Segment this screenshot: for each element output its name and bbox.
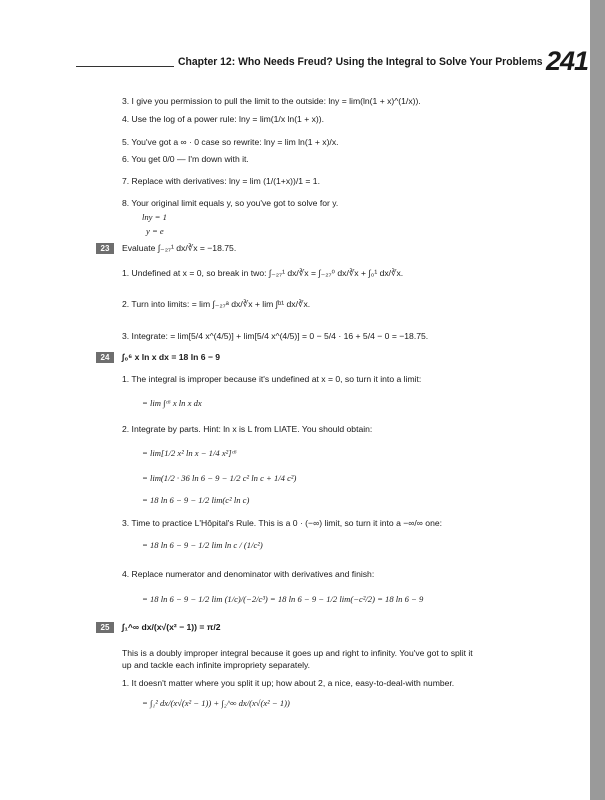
step-text: 6. You get 0/0 — I'm down with it. (122, 154, 249, 164)
math-line: = 18 ln 6 − 9 − 1/2 lim (1/c)/(−2/c³) = 18 ln 6 − 9 − 1/2 lim(−c²/2) = 18 ln 6 − 9 (142, 594, 424, 604)
step-text: 3. I give you permission to pull the limit to the outside: lny = lim(ln(1 + x)^(1/x)). (122, 96, 421, 106)
math-line: = lim(1/2 · 36 ln 6 − 9 − 1/2 c² ln c + 1/4 c²) (142, 473, 297, 483)
step-text: 2. Integrate by parts. Hint: ln x is L from LIATE. You should obtain: (122, 424, 373, 434)
math-line: = lim[1/2 x² ln x − 1/4 x²]ᶜ⁶ (142, 448, 237, 458)
math-line: = ∫₁² dx/(x√(x² − 1)) + ∫₂^∞ dx/(x√(x² − 1)) (142, 698, 290, 708)
step-text: 7. Replace with derivatives: lny = lim (1/(1+x))/1 = 1. (122, 176, 320, 186)
math-line: = 18 ln 6 − 9 − 1/2 lim(c² ln c) (142, 495, 250, 505)
problem-statement: Evaluate ∫₋₂₇¹ dx/∛x = −18.75. (122, 243, 237, 253)
chapter-title: Chapter 12: Who Needs Freud? Using the Integral to Solve Your Problems (178, 56, 543, 68)
math-line: = 18 ln 6 − 9 − 1/2 lim ln c / (1/c²) (142, 540, 263, 550)
paragraph-text: This is a doubly improper integral because it goes up and right to infinity. You've got to split it (122, 648, 473, 658)
step-text: 4. Use the log of a power rule: lny = lim(1/x ln(1 + x)). (122, 114, 325, 124)
problem-number-badge: 24 (96, 352, 114, 363)
running-header (70, 48, 590, 78)
header-rule (76, 66, 174, 67)
math-line: y = e (146, 226, 164, 236)
step-text: 1. The integral is improper because it's undefined at x = 0, so turn it into a limit: (122, 374, 422, 384)
problem-number-badge: 25 (96, 622, 114, 633)
step-text: 5. You've got a ∞ · 0 case so rewrite: lny = lim ln(1 + x)/x. (122, 137, 339, 147)
step-text: 3. Time to practice L'Hôpital's Rule. This is a 0 · (−∞) limit, so turn it into a −∞/∞ one: (122, 518, 443, 528)
math-line: = lim ∫ᶜ⁶ x ln x dx (142, 398, 202, 408)
page-number: 241 (546, 46, 589, 76)
problem-statement: ∫₀⁶ x ln x dx = 18 ln 6 − 9 (122, 352, 221, 362)
step-text: 4. Replace numerator and denominator with derivatives and finish: (122, 569, 375, 579)
paragraph-text: up and tackle each infinite impropriety separately. (122, 660, 311, 670)
problem-number-badge: 23 (96, 243, 114, 254)
page-edge-bar (590, 0, 605, 800)
step-text: 1. It doesn't matter where you split it up; how about 2, a nice, easy-to-deal-with number. (122, 678, 455, 688)
step-text: 1. Undefined at x = 0, so break in two: ∫₋₂₇¹ dx/∛x = ∫₋₂₇⁰ dx/∛x + ∫₀¹ dx/∛x. (122, 268, 404, 278)
step-text: 8. Your original limit equals y, so you've got to solve for y. (122, 198, 339, 208)
math-line: lny = 1 (142, 212, 167, 222)
step-text: 3. Integrate: = lim[5/4 x^(4/5)] + lim[5/4 x^(4/5)] = 0 − 5/4 · 16 + 5/4 − 0 = −18.75. (122, 331, 429, 341)
step-text: 2. Turn into limits: = lim ∫₋₂₇ᵃ dx/∛x + lim ∫ᵇ¹ dx/∛x. (122, 299, 311, 309)
problem-statement: ∫₁^∞ dx/(x√(x² − 1)) = π/2 (122, 622, 221, 632)
